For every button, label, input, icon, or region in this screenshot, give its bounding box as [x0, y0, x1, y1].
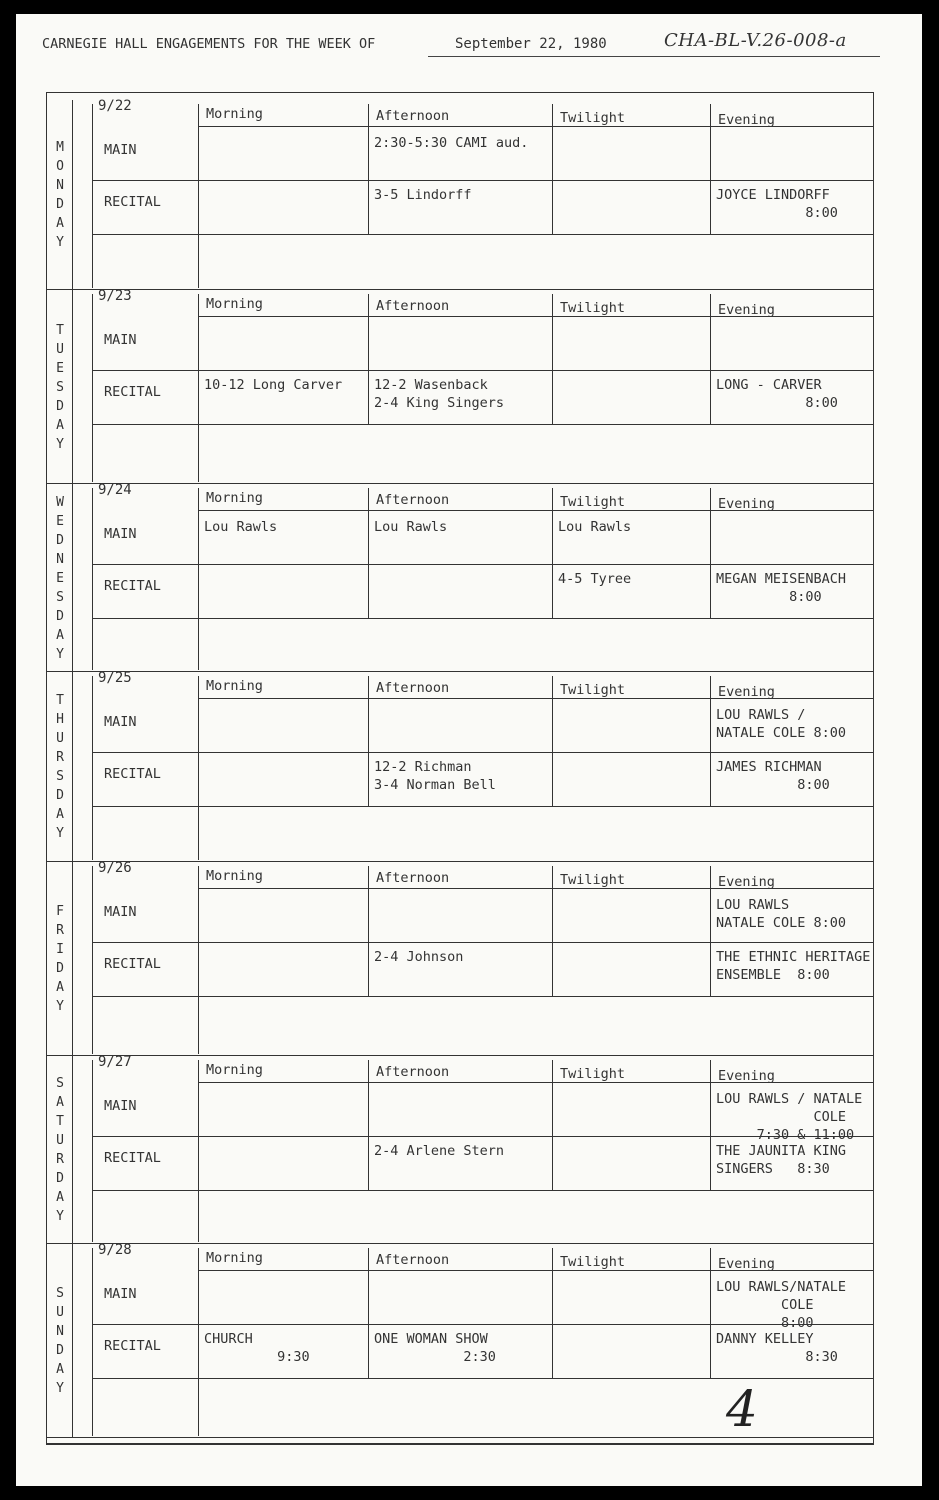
row-label-recital: RECITAL [104, 1338, 161, 1354]
row-label-divider [92, 676, 93, 860]
column-header-evening: Evening [718, 112, 775, 128]
date-underline [428, 56, 880, 57]
cell-recital-twilight: 4-5 Tyree [558, 571, 632, 587]
column-header-afternoon: Afternoon [376, 108, 450, 124]
row-label-divider [92, 294, 93, 482]
recital-row-line [92, 996, 874, 997]
day-date: 9/24 [98, 482, 132, 498]
recital-row-line [92, 806, 874, 807]
recital-row-line [92, 424, 874, 425]
column-header-morning: Morning [206, 678, 263, 694]
cell-recital-evening: JAMES RICHMAN 8:00 [716, 759, 830, 793]
cell-recital-afternoon: 3-5 Lindorff [374, 187, 472, 203]
column-header-twilight: Twilight [560, 300, 626, 316]
row-label-divider [92, 488, 93, 670]
row-label-recital: RECITAL [104, 384, 161, 400]
cell-main-twilight: Lou Rawls [558, 519, 632, 535]
day-name: MONDAY [56, 140, 64, 250]
column-divider [710, 294, 711, 424]
column-divider [552, 676, 553, 806]
column-divider [198, 1060, 199, 1242]
column-divider [710, 488, 711, 618]
cell-main-evening: LOU RAWLS NATALE COLE 8:00 [716, 897, 847, 931]
column-header-afternoon: Afternoon [376, 298, 450, 314]
column-divider [552, 488, 553, 618]
column-header-morning: Morning [206, 296, 263, 312]
row-label-main: MAIN [104, 1098, 137, 1114]
cell-recital-evening: JOYCE LINDORFF 8:00 [716, 187, 838, 221]
row-label-recital: RECITAL [104, 194, 161, 210]
header-row-line [198, 510, 874, 511]
column-header-morning: Morning [206, 1062, 263, 1078]
archive-id: CHA-BL-V.26-008-a [664, 30, 847, 51]
cell-recital-afternoon: 2-4 Johnson [374, 949, 464, 965]
day-name: WEDNESDAY [56, 494, 64, 662]
header-row-line [198, 1270, 874, 1271]
row-label-divider [92, 1248, 93, 1436]
header-row-line [198, 126, 874, 127]
column-header-morning: Morning [206, 868, 263, 884]
column-header-evening: Evening [718, 684, 775, 700]
column-divider [552, 1060, 553, 1190]
cell-recital-evening: THE JAUNITA KING SINGERS 8:30 [716, 1143, 847, 1177]
column-header-morning: Morning [206, 106, 263, 122]
cell-recital-afternoon: 2-4 Arlene Stern [374, 1143, 505, 1159]
day-block-thursday [46, 672, 874, 862]
header-row-line [198, 698, 874, 699]
column-divider [368, 676, 369, 806]
cell-recital-evening: DANNY KELLEY 8:30 [716, 1331, 838, 1365]
day-block-saturday [46, 1056, 874, 1244]
recital-row-line [92, 1190, 874, 1191]
column-divider [710, 676, 711, 806]
cell-recital-evening: MEGAN MEISENBACH 8:00 [716, 571, 847, 605]
column-header-afternoon: Afternoon [376, 870, 450, 886]
column-divider [552, 104, 553, 234]
column-header-twilight: Twilight [560, 682, 626, 698]
day-block-wednesday [46, 484, 874, 672]
cell-recital-evening: LONG - CARVER 8:00 [716, 377, 838, 411]
row-label-main: MAIN [104, 332, 137, 348]
column-divider [368, 1060, 369, 1190]
column-header-evening: Evening [718, 1256, 775, 1272]
column-divider [710, 1248, 711, 1378]
day-date: 9/25 [98, 670, 132, 686]
column-header-evening: Evening [718, 302, 775, 318]
day-name: TUESDAY [56, 322, 64, 452]
column-divider [552, 294, 553, 424]
recital-row-line [92, 234, 874, 235]
cell-main-afternoon: 2:30-5:30 CAMI aud. [374, 135, 529, 151]
day-date: 9/23 [98, 288, 132, 304]
row-label-recital: RECITAL [104, 766, 161, 782]
recital-row-line [92, 1378, 874, 1379]
column-header-morning: Morning [206, 1250, 263, 1266]
day-name: SATURDAY [56, 1076, 64, 1224]
day-block-friday [46, 862, 874, 1056]
cell-recital-evening: THE ETHNIC HERITAGE ENSEMBLE 8:00 [716, 949, 871, 983]
row-label-main: MAIN [104, 142, 137, 158]
column-divider [198, 1248, 199, 1436]
column-divider [198, 294, 199, 482]
day-name: SUNDAY [56, 1286, 64, 1396]
row-label-divider [92, 866, 93, 1054]
row-label-recital: RECITAL [104, 1150, 161, 1166]
row-label-recital: RECITAL [104, 578, 161, 594]
day-block-monday [46, 100, 874, 290]
page-number: 4 [726, 1380, 758, 1438]
column-divider [198, 866, 199, 1054]
day-block-tuesday [46, 290, 874, 484]
column-header-evening: Evening [718, 1068, 775, 1084]
row-label-recital: RECITAL [104, 956, 161, 972]
main-row-line [92, 564, 874, 565]
main-row-line [92, 370, 874, 371]
main-row-line [92, 180, 874, 181]
header-row-line [198, 316, 874, 317]
cell-recital-afternoon: ONE WOMAN SHOW 2:30 [374, 1331, 496, 1365]
day-date: 9/22 [98, 98, 132, 114]
row-label-divider [92, 104, 93, 288]
column-header-afternoon: Afternoon [376, 680, 450, 696]
column-divider [198, 676, 199, 860]
column-header-morning: Morning [206, 490, 263, 506]
day-name: FRIDAY [56, 904, 64, 1014]
column-header-twilight: Twilight [560, 1066, 626, 1082]
column-divider [368, 1248, 369, 1378]
recital-row-line [92, 618, 874, 619]
column-divider [710, 104, 711, 234]
column-divider [552, 1248, 553, 1378]
cell-recital-afternoon: 12-2 Wasenback 2-4 King Singers [374, 377, 505, 411]
column-header-evening: Evening [718, 874, 775, 890]
column-header-twilight: Twilight [560, 872, 626, 888]
row-label-divider [92, 1060, 93, 1242]
header-row-line [198, 888, 874, 889]
cell-recital-morning: 10-12 Long Carver [204, 377, 343, 393]
cell-main-evening: LOU RAWLS / NATALE COLE 7:30 & 11:00 [716, 1091, 863, 1143]
column-header-afternoon: Afternoon [376, 492, 450, 508]
column-divider [710, 866, 711, 996]
row-label-main: MAIN [104, 526, 137, 542]
main-row-line [92, 752, 874, 753]
column-header-afternoon: Afternoon [376, 1064, 450, 1080]
cell-main-evening: LOU RAWLS/NATALE COLE 8:00 [716, 1279, 847, 1331]
column-header-twilight: Twilight [560, 494, 626, 510]
column-header-twilight: Twilight [560, 110, 626, 126]
cell-main-morning: Lou Rawls [204, 519, 278, 535]
row-label-main: MAIN [104, 1286, 137, 1302]
day-name: THURSDAY [56, 693, 64, 841]
row-label-main: MAIN [104, 714, 137, 730]
column-divider [368, 488, 369, 618]
day-date: 9/27 [98, 1054, 132, 1070]
cell-main-evening: LOU RAWLS / NATALE COLE 8:00 [716, 707, 847, 741]
column-header-evening: Evening [718, 496, 775, 512]
column-divider [198, 104, 199, 288]
cell-recital-morning: CHURCH 9:30 [204, 1331, 310, 1365]
column-divider [368, 866, 369, 996]
cell-main-afternoon: Lou Rawls [374, 519, 448, 535]
main-row-line [92, 942, 874, 943]
column-header-twilight: Twilight [560, 1254, 626, 1270]
row-label-main: MAIN [104, 904, 137, 920]
header-row-line [198, 1082, 874, 1083]
column-divider [198, 488, 199, 670]
column-header-afternoon: Afternoon [376, 1252, 450, 1268]
column-divider [368, 294, 369, 424]
day-date: 9/28 [98, 1242, 132, 1258]
week-date: September 22, 1980 [455, 36, 607, 52]
cell-recital-afternoon: 12-2 Richman 3-4 Norman Bell [374, 759, 496, 793]
document-title: CARNEGIE HALL ENGAGEMENTS FOR THE WEEK OF [42, 36, 376, 52]
column-divider [710, 1060, 711, 1190]
day-date: 9/26 [98, 860, 132, 876]
column-divider [368, 104, 369, 234]
column-divider [552, 866, 553, 996]
